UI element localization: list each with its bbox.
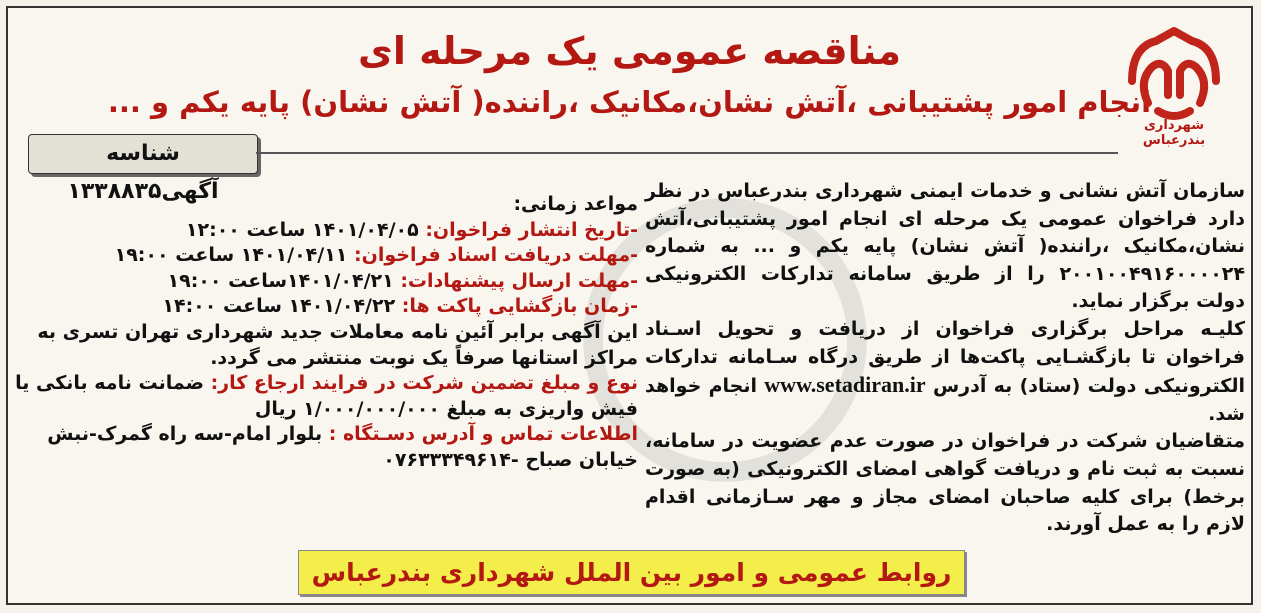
contact-text: بلوار امام-سه راه گمرک-نبش خیابان صباح -۰۷۶۳۳۳۴۹۶۱۴ (47, 423, 638, 471)
header-divider (256, 152, 1118, 154)
schedule-item-value: ۱۴۰۱/۰۴/۰۵ ساعت ۱۲:۰۰ (185, 218, 419, 241)
contact-section (14, 422, 638, 473)
guarantee-label: نوع و مبلغ تضمین شرکت در فرایند ارجاع کار: (210, 372, 638, 395)
ad-id-badge: شناسه آگهی۱۳۳۸۸۳۵ (28, 134, 258, 174)
schedule-item (14, 218, 638, 244)
process-text-before: کلیـه مراحل برگزاری فراخوان از دریافت و تحویل اسـناد فراخوان تا بازگشـایی پاکت‌ها از طریق درگاه سـامانه تدارکات الکترونیکی دولت (ستاد) به آدرس (645, 317, 1245, 398)
ad-header (8, 8, 1251, 138)
guarantee-text: ضمانت نامه بانکی یا فیش واریزی به مبلغ ۱/۰۰۰/۰۰۰/۰۰۰ ریال (15, 372, 638, 420)
ad-title: مناقصه عمومی یک مرحله ای (358, 29, 901, 73)
publication-note: این آگهی برابر آئین نامه معاملات جدید شهرداری تهران تسری به مراکز استانها صرفاً یک نوبت منتشر می گردد. (37, 320, 638, 369)
guarantee-section (14, 371, 638, 422)
intro-paragraph: سازمان آتش نشانی و خدمات ایمنی شهرداری بندرعباس در نظر دارد فراخوان عمومی یک مرحله ای انجام امور پشتیبانی،آتش نشان،مکانیک ،راننده( آتش نشان) پایه یکم و ... به شماره ۲۰۰۱۰۰۴۹۱۶۰۰۰۰۲۴ را از طریق سامانه تدارکات الکترونیکی دولت برگزار نماید. (645, 180, 1245, 313)
schedule-item-label: -زمان بازگشایی پاکت ها: (401, 295, 638, 318)
schedule-item-label: -مهلت دریافت اسناد فراخوان: (354, 244, 638, 267)
process-paragraph (645, 316, 1245, 428)
footer-banner: روابط عمومی و امور بین الملل شهرداری بندرعباس (298, 550, 965, 595)
schedule-item (14, 269, 638, 295)
contact-label: اطلاعات تماس و آدرس دسـتگاه : (328, 423, 638, 446)
schedule-item-label: -تاریخ انتشار فراخوان: (425, 218, 638, 241)
schedule-item-value: ۱۴۰۱/۰۴/۲۲ ساعت ۱۴:۰۰ (162, 295, 396, 318)
schedule-heading: مواعد زمانی: (513, 193, 638, 215)
ad-subtitle: انجام امور پشتیبانی ،آتش نشان،مکانیک ،راننده( آتش نشان) پایه یکم و ... (107, 85, 1152, 119)
schedule-item (14, 243, 638, 269)
description-column (645, 178, 1245, 550)
schedule-item-value: ۱۴۰۱/۰۴/۲۱ساعت ۱۹:۰۰ (167, 269, 394, 292)
schedule-item-label: -مهلت ارسال پیشنهادات: (400, 269, 638, 292)
details-column (14, 192, 638, 542)
schedule-item-value: ۱۴۰۱/۰۴/۱۱ ساعت ۱۹:۰۰ (114, 244, 348, 267)
schedule-item (14, 294, 638, 320)
registration-paragraph: متقاضیان شرکت در فراخوان در صورت عدم عضویت در سامانه، نسبت به ثبت نام و دریافت گواهی امضای الکترونیکی (به صورت برخط) برای کلیه صاحبان امضای مجاز و مهر سـازمانی اقدام لازم را به عمل آورند. (645, 430, 1245, 536)
setad-url-link[interactable]: www.setadiran.ir (764, 372, 926, 398)
process-text-after: انجام خواهد شد. (645, 375, 1245, 425)
logo-caption: شهرداری بندرعباس (1142, 118, 1206, 148)
